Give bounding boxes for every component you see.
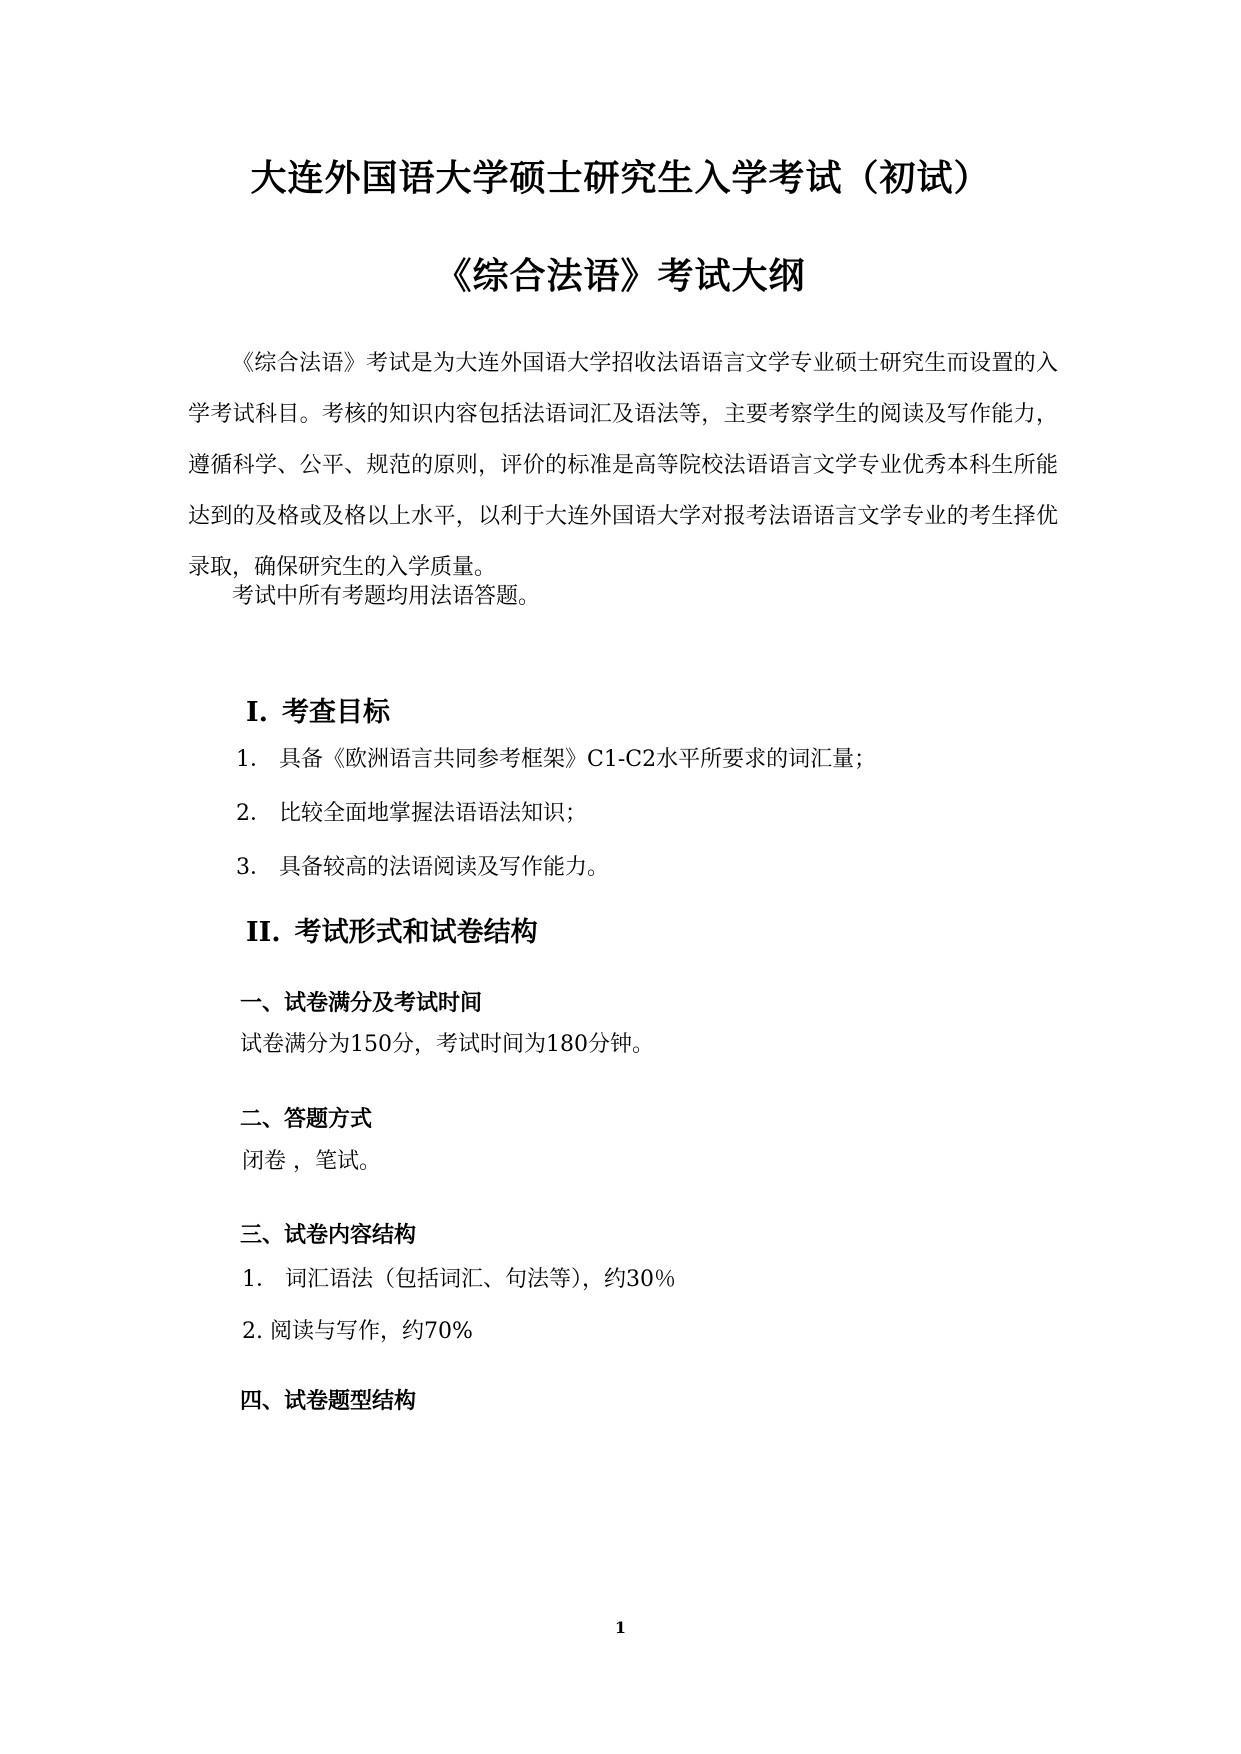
section-heading-format (246, 910, 538, 949)
content-structure-item: 1． 词汇语法（包括词汇、句法等），约30％ (242, 1267, 676, 1292)
document-subtitle: 《综合法语》考试大纲 (435, 256, 806, 297)
section-title: 考查目标 (282, 697, 391, 728)
section-title: 考试形式和试卷结构 (294, 917, 538, 948)
subsection-heading: 四、试卷题型结构 (240, 1389, 417, 1414)
section-heading-objectives (246, 690, 390, 729)
objective-item: 1． 具备《欧洲语言共同参考框架》C1-C2水平所要求的词汇量； (236, 747, 877, 772)
subsection-text: 闭卷 ，笔试。 (242, 1149, 381, 1174)
document-title: 大连外国语大学硕士研究生入学考试（初试） (250, 158, 991, 199)
intro-note: 考试中所有考题均用法语答题。 (232, 584, 541, 609)
objective-item: 3． 具备较高的法语阅读及写作能力。 (236, 855, 609, 880)
section-number: II. (246, 917, 281, 948)
content-structure-item: 2. 阅读与写作，约70% (242, 1319, 473, 1344)
page-number: 1 (614, 1618, 627, 1637)
section-number: I. (246, 697, 269, 728)
objective-item: 2． 比较全面地掌握法语语法知识； (236, 801, 587, 826)
intro-paragraph: 《综合法语》考试是为大连外国语大学招收法语语言文学专业硕士研究生而设置的入学考试科目。考核的知识内容包括法语词汇及语法等，主要考察学生的阅读及写作能力，遵循科学、公平、规范的原则，评价的标准是高等院校法语语言文学专业优秀本科生所能达到的及格或及格以上水平，以利于大连外国语大学对报考法语语言文学专业的考生择优录取，确保研究生的入学质量。 (188, 351, 1058, 580)
subsection-heading: 三、试卷内容结构 (240, 1223, 417, 1248)
subsection-heading: 一、试卷满分及考试时间 (240, 991, 483, 1016)
subsection-heading: 二、答题方式 (240, 1107, 373, 1132)
subsection-text: 试卷满分为150分，考试时间为180分钟。 (240, 1032, 654, 1057)
